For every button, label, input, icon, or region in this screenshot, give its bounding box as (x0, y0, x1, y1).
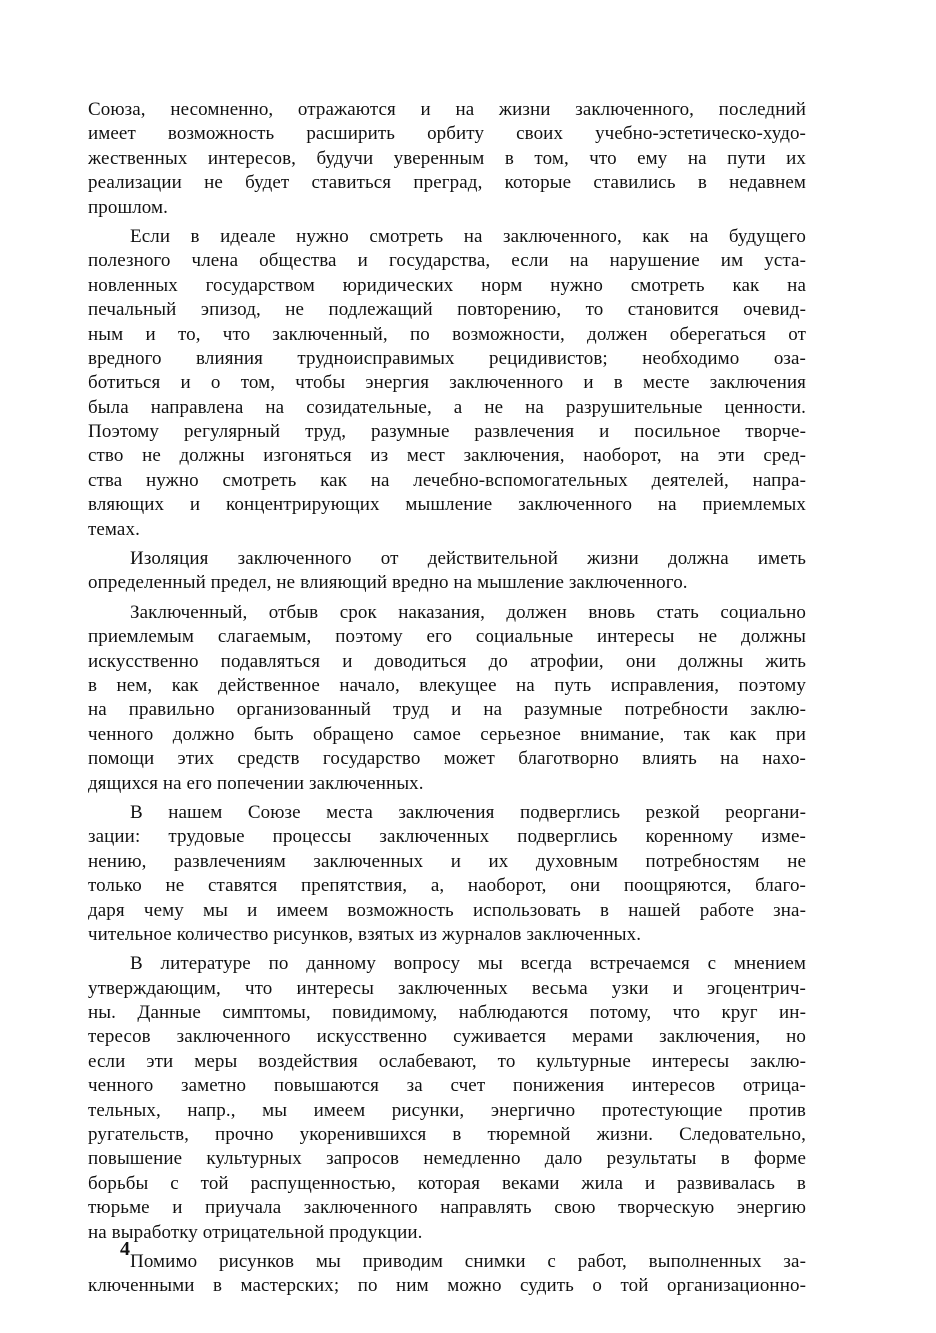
text-line: искусственно подавляться и доводиться до атрофии, они должны жить (88, 650, 806, 672)
text-line: темах. (88, 518, 140, 540)
text-line: определенный предел, не влияющий вредно на мышление заключенного. (88, 572, 688, 594)
text-line: вредного влияния трудноисправимых рецидивистов; необходимо оза- (88, 347, 806, 369)
text-line: дящихся на его попечении заключенных. (88, 772, 424, 794)
text-line: борьбы с той распущенностью, которая веками жила и развивалась в (88, 1172, 806, 1194)
text-line: Помимо рисунков мы приводим снимки с работ, выполненных за- (130, 1250, 806, 1272)
text-line: реализации не будет ставиться преград, которые ставились в недавнем (88, 172, 806, 194)
text-line: нению, развлечениям заключенных и их духовным потребностям не (88, 850, 806, 872)
paragraph (88, 98, 806, 220)
text-line: ченного должно быть обращено самое серьезное внимание, так как при (88, 723, 806, 745)
text-line: ботиться и о том, чтобы энергия заключенного и в месте заключения (88, 372, 806, 394)
text-line: тельных, напр., мы имеем рисунки, энергично протестующие против (88, 1099, 806, 1121)
text-line: ключенными в мастерских; по ним можно судить о той организационно- (88, 1275, 806, 1297)
text-line: тюрьме и приучала заключенного направлять свою творческую энергию (88, 1197, 806, 1219)
text-line: В литературе по данному вопросу мы всегда встречаемся с мнением (130, 953, 806, 975)
text-line: если эти меры воздействия ослабевают, то культурные интересы заклю- (88, 1050, 806, 1072)
text-line: приемлемым слагаемым, поэтому его социальные интересы не должны (88, 626, 806, 648)
text-line: Изоляция заключенного от действительной жизни должна иметь (130, 548, 806, 570)
text-line: ства нужно смотреть как на лечебно-вспомогательных деятелей, напра- (88, 469, 806, 491)
body-text (88, 98, 806, 1304)
paragraph (88, 952, 806, 1245)
text-line: новленных государством юридических норм нужно смотреть как на (88, 274, 806, 296)
text-line: жественных интересов, будучи уверенным в том, что ему на пути их (88, 147, 806, 169)
text-line: даря чему мы и имеем возможность использовать в нашей работе зна- (88, 899, 806, 921)
text-line: имеет возможность расширить орбиту своих учебно-эстетическо-худо- (88, 123, 806, 145)
text-line: Поэтому регулярный труд, разумные развлечения и посильное творче- (88, 421, 806, 443)
text-line: ченного заметно повышаются за счет понижения интересов отрица- (88, 1075, 806, 1097)
text-line: вляющих и концентрирующих мышление заключенного на приемлемых (88, 494, 806, 516)
text-line: Если в идеале нужно смотреть на заключенного, как на будущего (130, 225, 806, 247)
text-line: зации: трудовые процессы заключенных подверглись коренному изме- (88, 826, 806, 848)
text-line: только не ставятся препятствия, а, наоборот, они поощряются, благо- (88, 875, 806, 897)
paragraph (88, 801, 806, 947)
text-line: ным и то, что заключенный, по возможности, должен оберегаться от (88, 323, 806, 345)
paragraph (88, 1250, 806, 1299)
paragraph (88, 225, 806, 542)
text-line: помощи этих средств государство может благотворно влиять на нахо- (88, 748, 806, 770)
text-line: была направлена на созидательные, а не на разрушительные ценности. (88, 396, 806, 418)
text-line: Заключенный, отбыв срок наказания, должен вновь стать социально (130, 601, 806, 623)
text-line: повышение культурных запросов немедленно дало результаты в форме (88, 1148, 806, 1170)
text-line: ство не должны изгоняться из мест заключения, наоборот, на эти сред- (88, 445, 806, 467)
text-line: В нашем Союзе места заключения подверглись резкой реоргани- (130, 801, 806, 823)
text-line: утверждающим, что интересы заключенных весьма узки и эгоцентрич- (88, 977, 806, 999)
text-line: прошлом. (88, 196, 168, 218)
text-line: в нем, как действенное начало, влекущее на путь исправления, поэтому (88, 674, 806, 696)
paragraph (88, 601, 806, 796)
text-line: на правильно организованный труд и на разумные потребности заклю- (88, 699, 806, 721)
text-line: полезного члена общества и государства, если на нарушение им уста- (88, 250, 806, 272)
text-line: тересов заключенного искусственно суживается мерами заключения, но (88, 1026, 806, 1048)
page-number: 4 (120, 1238, 130, 1260)
text-line: Союза, несомненно, отражаются и на жизни заключенного, последний (88, 99, 806, 120)
text-line: печальный эпизод, не подлежащий повторению, то становится очевид- (88, 299, 806, 321)
paragraph (88, 547, 806, 596)
text-line: на выработку отрицательной продукции. (88, 1221, 423, 1243)
text-line: чительное количество рисунков, взятых из журналов заключенных. (88, 923, 642, 945)
text-line: ны. Данные симптомы, повидимому, наблюдаются потому, что круг ин- (88, 1002, 806, 1024)
text-line: ругательств, прочно укоренившихся в тюремной жизни. Следовательно, (88, 1124, 806, 1146)
